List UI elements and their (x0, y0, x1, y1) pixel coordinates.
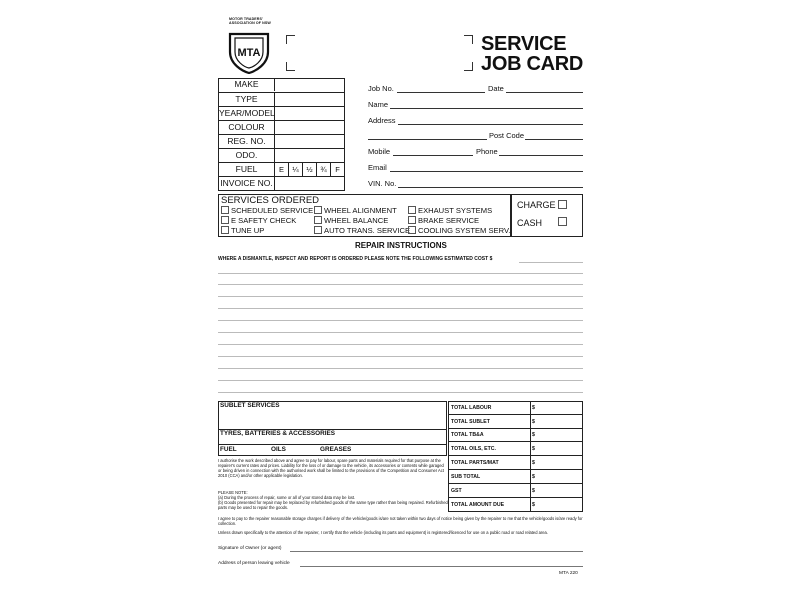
service-tune-up[interactable]: TUNE UP (221, 226, 264, 235)
fuel-label: FUEL (220, 446, 237, 453)
page-title-line1: SERVICE (481, 33, 567, 55)
brand-org-name: MOTOR TRADERS' ASSOCIATION OF NSW (229, 17, 271, 25)
service-scheduled[interactable]: SCHEDULED SERVICE (221, 206, 313, 215)
authorisation-text: I authorise the work described above and agree to pay for labour, spare parts and materials required for that purpose at the repairer's current rates and prices. Liability for the loss of or damage to the vehicle, its accessories or contents while garaged or being driven in connection with the authorised work shall be limited to the provisions of the Competition and Consumer Act 2010 (CCA) and/or other applicable legislation. (218, 458, 444, 479)
checkbox[interactable] (314, 206, 322, 214)
checkbox[interactable] (408, 216, 416, 224)
email-label: Email (368, 163, 387, 172)
signature-field[interactable] (290, 551, 583, 552)
logo-text: MTA (237, 47, 261, 59)
estimated-cost-note: WHERE A DISMANTLE, INSPECT AND REPORT IS ORDERED PLEASE NOTE THE FOLLOWING ESTIMATED COST $ (218, 256, 493, 262)
date-label: Date (488, 84, 504, 93)
vehicle-row-label: COLOUR (219, 121, 275, 134)
sublet-divider (219, 444, 446, 445)
corner-mark (286, 62, 295, 71)
fuel-level-quarter[interactable]: ¼ (289, 163, 303, 176)
vehicle-row (219, 120, 344, 134)
service-wheel-balance[interactable]: WHEEL BALANCE (314, 216, 388, 225)
tyres-label: TYRES, BATTERIES & ACCESSORIES (220, 430, 336, 437)
corner-mark (286, 35, 295, 44)
mta-logo (226, 30, 272, 74)
checkbox[interactable] (408, 206, 416, 214)
post-code-field[interactable] (525, 139, 583, 140)
services-heading: SERVICES ORDERED (221, 195, 320, 206)
service-brake[interactable]: BRAKE SERVICE (408, 216, 479, 225)
checkbox[interactable] (408, 226, 416, 234)
date-field[interactable] (506, 92, 583, 93)
repair-line[interactable] (218, 308, 583, 309)
address-leaving-field[interactable] (300, 566, 583, 567)
address-field-2[interactable] (368, 139, 487, 140)
repair-instructions-heading: REPAIR INSTRUCTIONS (355, 241, 447, 250)
address-leaving-label: Address of person leaving vehicle (218, 561, 290, 566)
vehicle-row (219, 176, 344, 190)
services-divider (511, 195, 512, 236)
repair-line[interactable] (218, 344, 583, 345)
name-field[interactable] (390, 108, 583, 109)
please-note-heading: PLEASE NOTE: (218, 490, 248, 495)
total-amount-due-row: TOTAL AMOUNT DUE $ (448, 498, 583, 512)
repair-line[interactable] (218, 273, 583, 274)
registration-text: Unless drawn specifically to the attention of the repairer, I certify that the vehicle (including its parts and equipment) is registered/licenced for use on a public road or road related area. (218, 530, 548, 535)
signature-label: Signature of Owner (or agent) (218, 546, 282, 551)
phone-label: Phone (476, 147, 498, 156)
vehicle-row (219, 106, 344, 120)
job-no-field[interactable] (397, 92, 485, 93)
vehicle-row (219, 78, 344, 92)
service-e-safety[interactable]: E SAFETY CHECK (221, 216, 296, 225)
email-field[interactable] (390, 171, 583, 172)
greases-label: GREASES (320, 446, 352, 453)
vehicle-row-label: TYPE (219, 93, 275, 106)
sublet-services-label: SUBLET SERVICES (220, 402, 280, 409)
mobile-label: Mobile (368, 147, 391, 156)
repair-line[interactable] (218, 332, 583, 333)
checkbox[interactable] (221, 216, 229, 224)
vehicle-row-label: REG. NO. (219, 135, 275, 148)
vehicle-row-label: FUEL (219, 163, 275, 176)
oils-label: OILS (271, 446, 286, 453)
vehicle-row (219, 134, 344, 148)
vin-label: VIN. No. (368, 179, 397, 188)
page-title-line2: JOB CARD (481, 53, 584, 75)
job-no-label: Job No. (368, 84, 394, 93)
vehicle-row-label: MAKE (219, 78, 275, 91)
total-oils-row: TOTAL OILS, ETC. $ (448, 442, 583, 456)
address-label: Address (368, 116, 396, 125)
repair-line[interactable] (218, 284, 583, 285)
charge-label: CHARGE (517, 200, 556, 210)
please-note-a: (a) During the process of repair, some or all of your stored data may be lost. (218, 495, 356, 500)
vin-field[interactable] (398, 187, 583, 188)
total-labour-row: TOTAL LABOUR $ (448, 401, 583, 415)
vehicle-details-table (218, 78, 345, 191)
gst-row: GST $ (448, 484, 583, 498)
name-label: Name (368, 100, 389, 109)
vehicle-row-label: YEAR/MODEL (219, 108, 275, 118)
cash-label: CASH (517, 218, 543, 228)
vehicle-row-label: ODO. (219, 149, 275, 162)
repair-line[interactable] (218, 392, 583, 393)
corner-mark (464, 62, 473, 71)
services-right-divider (510, 195, 511, 236)
mta-logo-icon (226, 30, 272, 74)
vehicle-row (219, 92, 344, 106)
fuel-level-empty[interactable]: E (275, 163, 289, 176)
repair-line[interactable] (218, 320, 583, 321)
total-parts-row: TOTAL PARTS/MAT $ (448, 456, 583, 470)
repair-line[interactable] (218, 368, 583, 369)
fuel-level-three-quarter[interactable]: ¾ (317, 163, 331, 176)
checkbox[interactable] (314, 216, 322, 224)
service-wheel-alignment[interactable]: WHEEL ALIGNMENT (314, 206, 397, 215)
charge-checkbox[interactable] (558, 200, 567, 209)
storage-text: I agree to pay to the repairer reasonable storage charges if delivery of the vehicle/goods is/are not taken within two days of notice being given by the repairer to me that the vehicle/goods is/are ready for collection. (218, 516, 583, 527)
sub-total-row: SUB TOTAL $ (448, 470, 583, 484)
repair-line[interactable] (218, 296, 583, 297)
please-note-b: (b) Goods presented for repair may be replaced by refurbished goods of the same type rather than being repaired. Refurbished parts may be used to repair the goods. (218, 500, 448, 511)
phone-field[interactable] (499, 155, 583, 156)
service-exhaust[interactable]: EXHAUST SYSTEMS (408, 206, 492, 215)
vehicle-row-label: INVOICE NO. (219, 177, 275, 190)
address-field-1[interactable] (398, 124, 583, 125)
fuel-level-full[interactable]: F (335, 165, 340, 174)
estimated-cost-field[interactable] (519, 262, 583, 263)
service-cooling[interactable]: COOLING SYSTEM SERV. (408, 226, 510, 235)
checkbox[interactable] (221, 206, 229, 214)
vehicle-row (219, 148, 344, 162)
total-sublet-row: TOTAL SUBLET $ (448, 415, 583, 429)
repair-line[interactable] (218, 380, 583, 381)
cash-checkbox[interactable] (558, 217, 567, 226)
form-code: MTA 220 (559, 571, 578, 576)
mobile-field[interactable] (393, 155, 473, 156)
total-tba-row: TOTAL TB&A $ (448, 428, 583, 442)
checkbox[interactable] (314, 226, 322, 234)
fuel-level-half[interactable]: ½ (303, 163, 317, 176)
post-code-label: Post Code (489, 131, 525, 140)
service-auto-trans[interactable]: AUTO TRANS. SERVICE (314, 226, 410, 235)
repair-line[interactable] (218, 356, 583, 357)
corner-mark (464, 35, 473, 44)
vehicle-row-fuel (219, 162, 344, 176)
checkbox[interactable] (221, 226, 229, 234)
